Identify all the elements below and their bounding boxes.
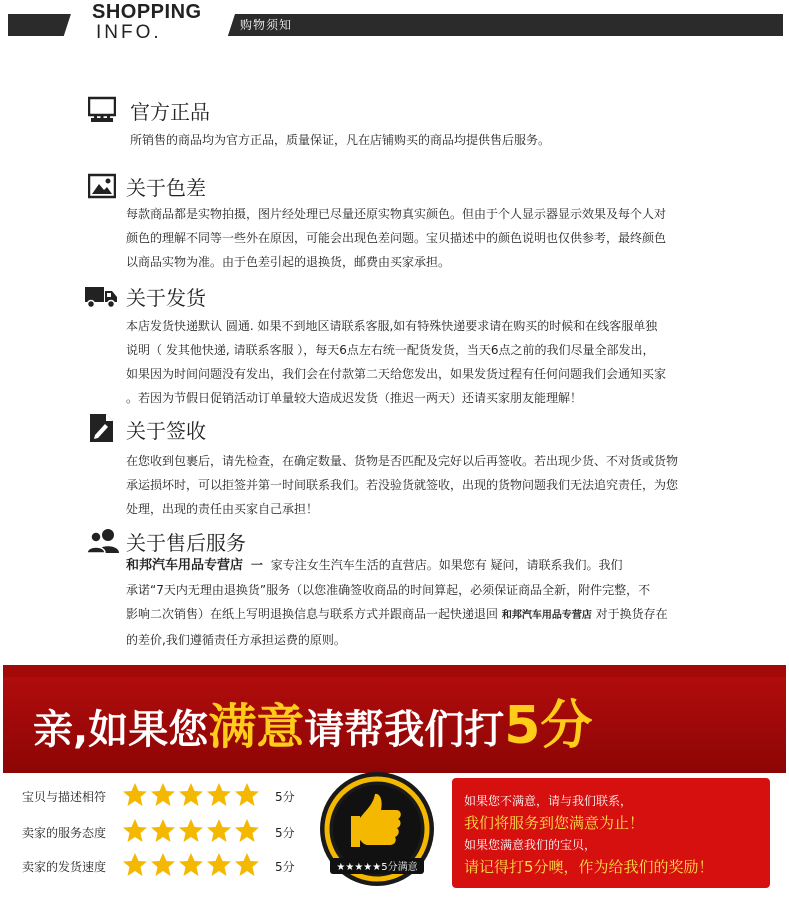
body-line: 本店发货快递默认 圆通. 如果不到地区请联系客服,如有特殊快递要求请在购买的时候和在线客服单独 [126,319,658,333]
body-text: 影响二次销售）在纸上写明退换信息与联系方式并跟商品一起快递退回 [126,607,499,621]
badge-text: ★★★★★5分满意 [336,862,418,873]
rating-label: 卖家的服务态度 [22,826,107,840]
body-line: 处理，出现的责任由买家自己承担！ [126,502,319,516]
star-icon [206,782,232,808]
section-body [126,553,668,652]
section-body [126,202,666,274]
body-line: 每款商品都是实物拍摄，图片经处理已尽量还原实物真实颜色。但由于个人显示器显示效果及每个人对 [126,207,667,221]
dash: 一 [250,558,263,572]
contact-message-box [452,778,770,888]
rating-label: 宝贝与描述相符 [22,790,107,804]
shop-name-small: 和邦汽车用品专营店 [501,610,592,621]
rating-request-banner [3,665,786,773]
users-icon [86,527,120,555]
rating-score: 5分 [275,790,295,804]
banner-part2: 请帮我们打 [304,707,505,753]
thumbs-up-badge [318,770,436,888]
rating-row [22,782,322,812]
body-line: 承运损坏时，可以拒签并第一时间联系我们。若没验货就签收，出现的货物问题我们无法追究责任，为您 [126,478,679,492]
shopping-info-header [0,0,789,48]
shop-name: 和邦汽车用品专营店 [126,558,244,573]
body-line: 说明（ 发其他快递, 请联系客服 ），每天6点左右统一配货发货，当天6点之前的我们尽量全部发出， [126,343,655,357]
section-title: 官方正品 [130,100,210,124]
message-line: 如果您不满意，请与我们联系， [464,794,633,808]
banner-part1: 亲,如果您 [33,707,209,753]
body-line: 颜色的理解不同等一些外在原因，可能会出现色差问题。宝贝描述中的颜色说明也仅供参考，最终颜色 [126,231,667,245]
body-text: 家专注女生汽车生活的直营店。如果您有 疑问，请联系我们。我们 [270,558,623,572]
banner-top-bar [3,665,786,677]
star-icon [178,818,204,844]
screen-icon [88,96,116,124]
banner-score: 5分 [504,696,593,756]
star-icon [206,818,232,844]
message-line: 如果您满意我们的宝贝， [464,838,597,852]
banner-text [33,683,592,758]
sign-edit-icon [88,413,116,443]
truck-icon [84,282,118,310]
body-line: 在您收到包裹后，请先检查，在确定数量、货物是否匹配及完好以后再签收。若出现少货、不对货或货物 [126,454,679,468]
star-icon [122,852,148,878]
section-title: 关于色差 [126,176,206,200]
star-group [122,818,262,848]
body-text: 对于换货存在 [595,607,668,621]
star-icon [122,818,148,844]
section-body [130,128,550,152]
star-icon [150,852,176,878]
star-icon [178,782,204,808]
body-line: 以商品实物为准。由于色差引起的退换货，邮费由买家承担。 [126,255,451,269]
section-body [126,449,678,521]
body-line: 的差价,我们遵循责任方承担运费的原则。 [126,633,346,647]
section-title: 关于售后服务 [126,531,246,555]
body-line: 。若因为节假日促销活动订单量较大造成迟发货（推迟一两天）还请买家朋友能理解！ [126,391,583,405]
section-title: 关于发货 [126,286,206,310]
rating-score: 5分 [275,826,295,840]
star-icon [178,852,204,878]
rating-label: 卖家的发货速度 [22,860,107,874]
body-line [126,553,668,578]
star-icon [206,852,232,878]
star-icon [150,818,176,844]
info-label: INFO. [96,22,162,43]
rating-score: 5分 [275,860,295,874]
section-body [126,314,666,410]
section-title: 关于签收 [126,419,206,443]
banner-highlight: 满意 [208,699,305,755]
star-icon [234,782,260,808]
body-line: 所销售的商品均为官方正品，质量保证，凡在店铺购买的商品均提供售后服务。 [130,133,551,147]
notice-label: 购物须知 [240,18,293,32]
body-line: 如果因为时间问题没有发出，我们会在付款第二天给您发出，如果发货过程有任何问题我们会通知买家 [126,367,667,381]
star-icon [150,782,176,808]
message-line-highlight: 我们将服务到您满意为止！ [464,814,645,832]
rating-row [22,818,322,848]
star-icon [122,782,148,808]
image-icon [88,172,116,200]
rating-row [22,852,322,882]
shopping-label: SHOPPING [92,1,202,23]
star-group [122,852,262,882]
body-line [126,602,668,628]
star-group [122,782,262,812]
star-icon [234,852,260,878]
star-icon [234,818,260,844]
message-line-highlight: 请记得打5分噢，作为给我们的奖励！ [464,858,714,876]
body-line: 承诺“7天内无理由退换货”服务（以您准确签收商品的时间算起，必须保证商品全新，附件完整，不 [126,583,651,597]
